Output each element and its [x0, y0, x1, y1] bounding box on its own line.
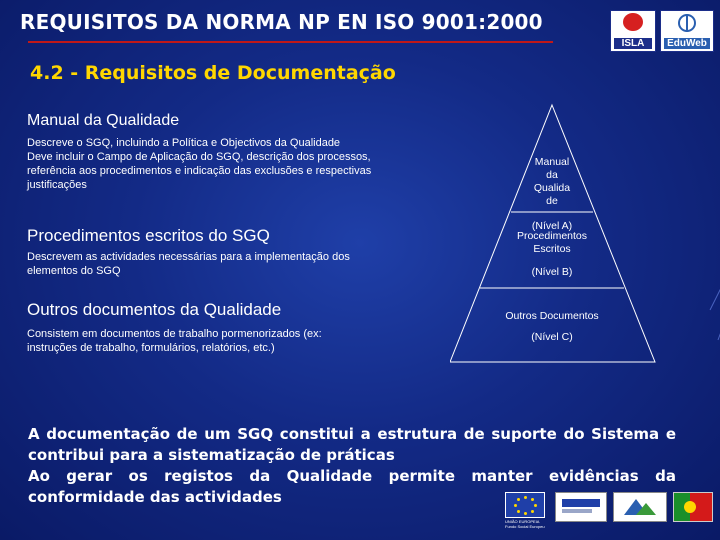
manual-heading: Manual da Qualidade: [27, 112, 180, 129]
eduweb-logo-text: EduWeb: [664, 38, 710, 49]
eu-flag-icon: [505, 492, 545, 518]
other-docs-heading: Outros documentos da Qualidade: [27, 300, 282, 319]
partner-logo: [613, 492, 667, 522]
header-logos: [610, 10, 714, 52]
procedures-description: [27, 250, 447, 278]
pyramid-a-line-2: da: [546, 169, 558, 181]
manual-line-4: justificações: [27, 179, 87, 191]
manual-line-3: referência aos procedimentos e indicação das exclusões e respectivas: [27, 165, 372, 177]
pyramid-b-line-2: Escritos: [533, 243, 571, 255]
pyramid-a-line-3: Qualida: [533, 182, 571, 194]
portugal-flag-icon: [673, 492, 713, 522]
pyramid-level-b-tag: (Nível B): [531, 266, 573, 278]
pyramid-a-line-1: Manual: [534, 156, 570, 168]
manual-line-1: Descreve o SGQ, incluindo a Política e Objectivos da Qualidade: [27, 137, 341, 149]
footer-logos: [505, 492, 717, 529]
slide-title: REQUISITOS DA NORMA NP EN ISO 9001:2000: [20, 10, 543, 34]
procedures-line-1: Descrevem as actividades necessárias para a implementação dos: [27, 251, 350, 263]
manual-description: [27, 136, 447, 192]
pyramid-b-line-1: Procedimentos: [516, 230, 588, 242]
pyramid-level-c-tag: (Nível C): [531, 331, 573, 343]
section-title: 4.2 - Requisitos de Documentação: [30, 62, 396, 84]
pyramid-level-b-label: [500, 230, 604, 256]
pyramid-a-line-4: de: [546, 195, 558, 207]
eduweb-logo: [660, 10, 714, 52]
isla-mark-icon: [623, 13, 643, 31]
other-docs-line-1: Consistem em documentos de trabalho pormenorizados (ex:: [27, 328, 322, 340]
isla-logo: [610, 10, 656, 52]
procedures-line-2: elementos do SGQ: [27, 265, 121, 277]
procedures-heading: Procedimentos escritos do SGQ: [27, 226, 270, 245]
isla-logo-text: ISLA: [614, 38, 652, 49]
conclusion-line-2: Ao gerar os registos da Qualidade permite manter evidências da conformidade das actividades: [28, 467, 676, 506]
other-docs-line-2: instruções de trabalho, formulários, relatórios, etc.): [27, 342, 275, 354]
eu-caption: UNIÃO EUROPEIA Fundo Social Europeu: [505, 519, 545, 529]
programme-logo: [555, 492, 607, 522]
pyramid-level-a-label: [512, 156, 592, 208]
corner-decoration: [700, 250, 720, 370]
pyramid-level-a-tag: (Nível A): [531, 220, 573, 232]
programme-logo-icon: [556, 493, 606, 521]
partner-logo-icon: [614, 493, 666, 521]
title-underline: [28, 41, 553, 43]
other-docs-description: [27, 327, 447, 355]
manual-line-2: Deve incluir o Campo de Aplicação do SGQ, descrição dos processos,: [27, 151, 371, 163]
conclusion-line-1: A documentação de um SGQ constitui a estrutura de suporte do Sistema e contribui para a sistematização de práticas: [28, 425, 676, 464]
pyramid-level-c-label: Outros Documentos: [505, 310, 599, 322]
globe-icon: [678, 14, 696, 32]
